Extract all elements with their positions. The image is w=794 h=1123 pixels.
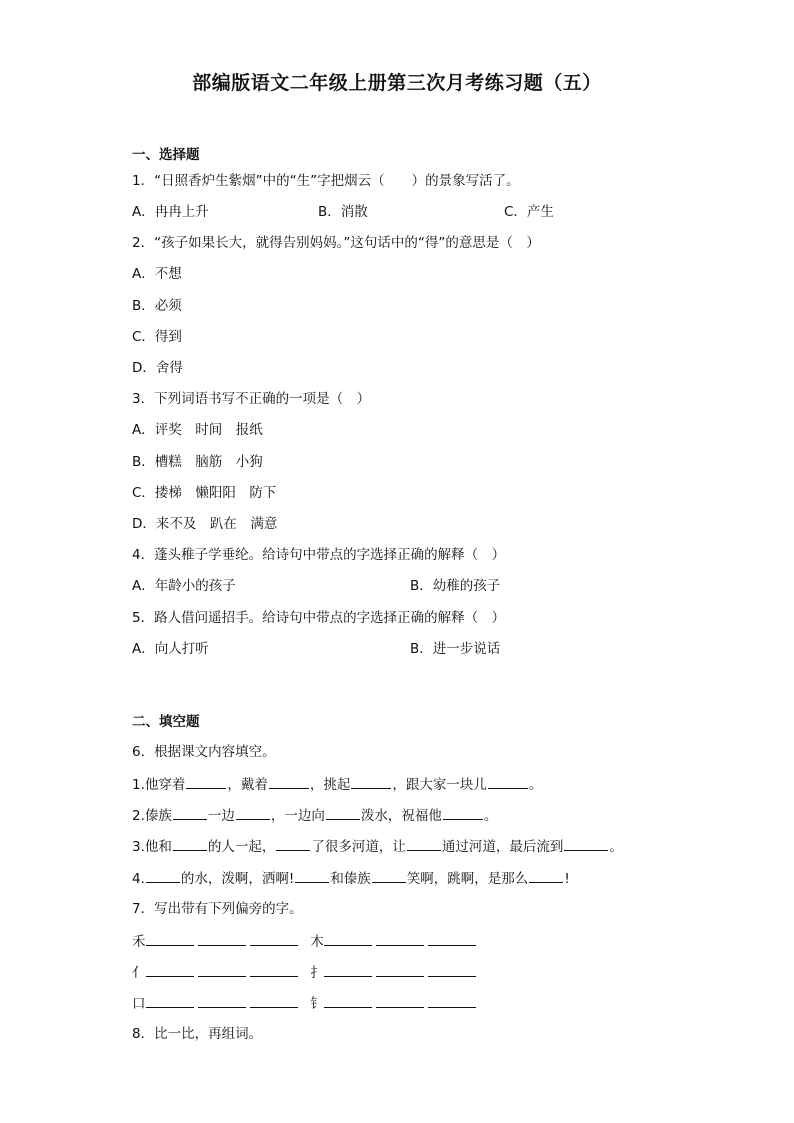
answer-blank[interactable] [428,932,476,946]
option-a: A．向人打听 [132,641,209,657]
radical-label: 亻 [132,965,146,981]
answer-blank[interactable] [250,994,298,1008]
answer-blank[interactable] [146,932,194,946]
answer-blank[interactable] [324,932,372,946]
question-5: 5．路人借问遥招手。给诗句中带点的字选择正确的解释（ ） [132,610,506,626]
answer-blank[interactable] [488,775,528,789]
option-c: C．搂梯 懒阳阳 防下 [132,485,277,501]
answer-blank[interactable] [146,963,194,977]
answer-blank[interactable] [250,932,298,946]
radical-label: 钅 [310,996,324,1012]
answer-blank[interactable] [428,963,476,977]
answer-blank[interactable] [198,932,246,946]
fill-line-3: 3.他和 的人一起， 了很多河道，让 通过河道，最后流到 。 [132,839,623,855]
radical-label: 木 [310,934,324,950]
option-d: D．来不及 趴在 满意 [132,516,278,532]
answer-blank[interactable] [376,963,424,977]
answer-blank[interactable] [276,837,310,851]
question-7: 7．写出带有下列偏旁的字。 [132,901,303,917]
question-6: 6．根据课文内容填空。 [132,744,276,760]
answer-blank[interactable] [269,775,309,789]
answer-blank[interactable] [250,963,298,977]
question-3: 3．下列词语书写不正确的一项是（ ） [132,391,371,407]
radical-row-2 [132,963,480,982]
option-c: C．得到 [132,329,182,345]
answer-blank[interactable] [351,775,391,789]
option-a: A．评奖 时间 报纸 [132,422,263,438]
answer-blank[interactable] [198,994,246,1008]
answer-blank[interactable] [564,837,608,851]
option-b: B．槽糕 脑筋 小狗 [132,454,263,470]
section-heading-fill: 二、填空题 [132,714,200,730]
answer-blank[interactable] [443,806,483,820]
answer-blank[interactable] [173,806,207,820]
option-a: A．不想 [132,266,182,282]
answer-blank[interactable] [146,869,180,883]
answer-blank[interactable] [376,932,424,946]
option-b: B．幼稚的孩子 [410,578,501,594]
question-1: 1．“日照香炉生紫烟”中的“生”字把烟云（ ）的景象写活了。 [132,173,520,189]
answer-blank[interactable] [198,963,246,977]
answer-blank[interactable] [428,994,476,1008]
question-8: 8．比一比，再组词。 [132,1026,263,1042]
answer-blank[interactable] [295,869,329,883]
option-d: D．舍得 [132,360,183,376]
option-b: B．消散 [318,204,368,220]
page-title: 部编版语文二年级上册第三次月考练习题（五） [192,72,602,94]
answer-blank[interactable] [186,775,226,789]
radical-row-3 [132,994,480,1013]
fill-line-4: 4. 的水，泼啊，洒啊! 和傣族 笑啊，跳啊，是那么 ! [132,871,570,887]
option-b: B．进一步说话 [410,641,501,657]
answer-blank[interactable] [372,869,406,883]
answer-blank[interactable] [407,837,441,851]
radical-row-1 [132,932,480,951]
radical-label: 口 [132,996,146,1012]
answer-blank[interactable] [236,806,270,820]
answer-blank[interactable] [173,837,207,851]
section-heading-choice: 一、选择题 [132,147,200,163]
radical-label: 禾 [132,934,146,950]
answer-blank[interactable] [326,806,360,820]
option-a: A．年龄小的孩子 [132,578,236,594]
answer-blank[interactable] [324,963,372,977]
answer-blank[interactable] [324,994,372,1008]
option-a: A．冉冉上升 [132,204,209,220]
answer-blank[interactable] [376,994,424,1008]
radical-label: 扌 [310,965,324,981]
answer-blank[interactable] [529,869,563,883]
fill-line-2: 2.傣族 一边 ，一边向 泼水，祝福他 。 [132,808,498,824]
question-2: 2．“孩子如果长大，就得告别妈妈。”这句话中的“得”的意思是（ ） [132,235,540,251]
option-c: C．产生 [504,204,554,220]
question-4: 4．蓬头稚子学垂纶。给诗句中带点的字选择正确的解释（ ） [132,547,506,563]
answer-blank[interactable] [146,994,194,1008]
fill-line-1: 1.他穿着 ，戴着 ，挑起 ，跟大家一块儿 。 [132,777,543,793]
option-b: B．必须 [132,298,182,314]
